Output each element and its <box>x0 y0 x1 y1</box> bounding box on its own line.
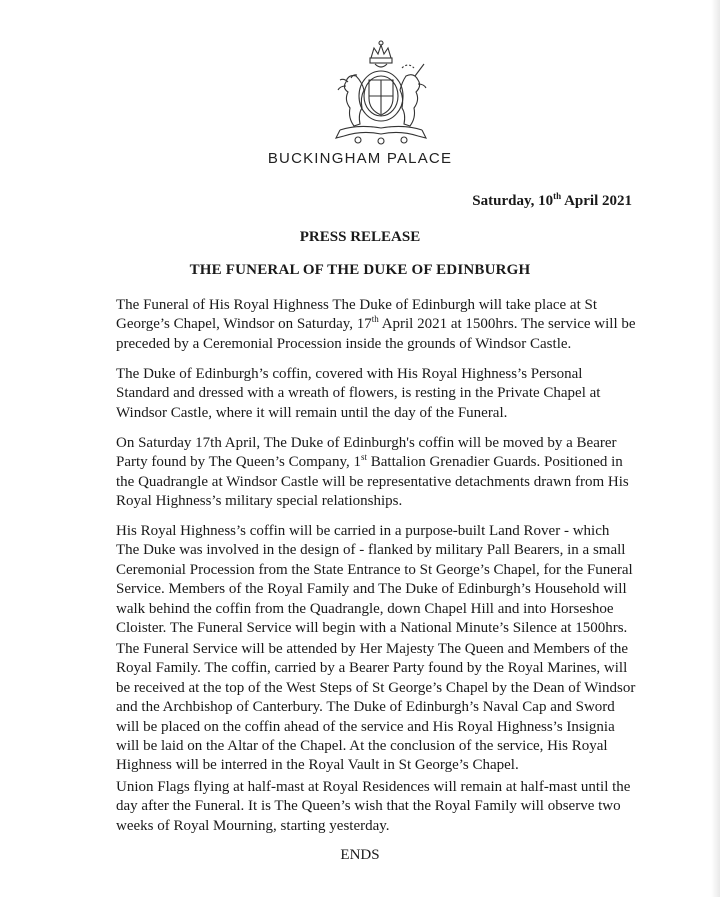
release-date: Saturday, 10th April 2021 <box>472 191 632 209</box>
paragraph-2: The Duke of Edinburgh’s coffin, covered with His Royal Highness’s Personal Standard and dressed with a wreath of flowers, is resting in the Private Chapel at Windsor Castle, where it will remain until the day of the Funeral. <box>116 366 601 421</box>
letterhead: BUCKINGHAM PALACE <box>267 150 453 167</box>
press-release-label: PRESS RELEASE <box>299 229 421 245</box>
headline: THE FUNERAL OF THE DUKE OF EDINBURGH <box>189 262 531 278</box>
paragraph-4: His Royal Highness’s coffin will be carried in a purpose-built Land Rover - which The Duke was involved in the design of - flanked by military Pall Bearers, in a small Ceremonial Procession from the State Entrance to St George’s Chapel, for the Funeral Service. Members of the Royal Family and The Duke of Edinburgh’s Household will walk behind the coffin from the Quadrangle, down Chapel Hill and into Horseshoe Cloister. The Funeral Service will begin with a National Minute’s Silence at 1500hrs. <box>116 523 633 637</box>
paragraph-3: On Saturday 17th April, The Duke of Edinburgh's coffin will be moved by a Bearer Party found by The Queen’s Company, 1st Battalion Grenadier Guards. Positioned in the Quadrangle at Windsor Castle will be representative detachments drawn from His Royal Highness’s military special relationships. <box>116 435 629 510</box>
royal-coat-of-arms-icon <box>318 38 444 146</box>
paragraph-1: The Funeral of His Royal Highness The Duke of Edinburgh will take place at St George’s Chapel, Windsor on Saturday, 17th April 2021 at 1500hrs. The service will be preceded by a Ceremonial Procession inside the grounds of Windsor Castle. <box>116 297 636 352</box>
paragraph-5: The Funeral Service will be attended by Her Majesty The Queen and Members of the Royal Family. The coffin, carried by a Bearer Party found by the Royal Marines, will be received at the top of the West Steps of St George’s Chapel by the Dean of Windsor and the Archbishop of Canterbury. The Duke of Edinburgh’s Naval Cap and Sword will be placed on the coffin ahead of the service and His Royal Highness’s Insignia will be laid on the Altar of the Chapel. At the conclusion of the service, His Royal Highness will be interred in the Royal Vault in St George’s Chapel. <box>116 641 636 774</box>
paragraph-6: Union Flags flying at half-mast at Royal Residences will remain at half-mast until the day after the Funeral. It is The Queen’s wish that the Royal Family will observe two weeks of Royal Mourning, starting yesterday. <box>116 779 631 834</box>
closing-ends: ENDS <box>340 847 380 863</box>
page-edge-shadow <box>711 0 720 897</box>
